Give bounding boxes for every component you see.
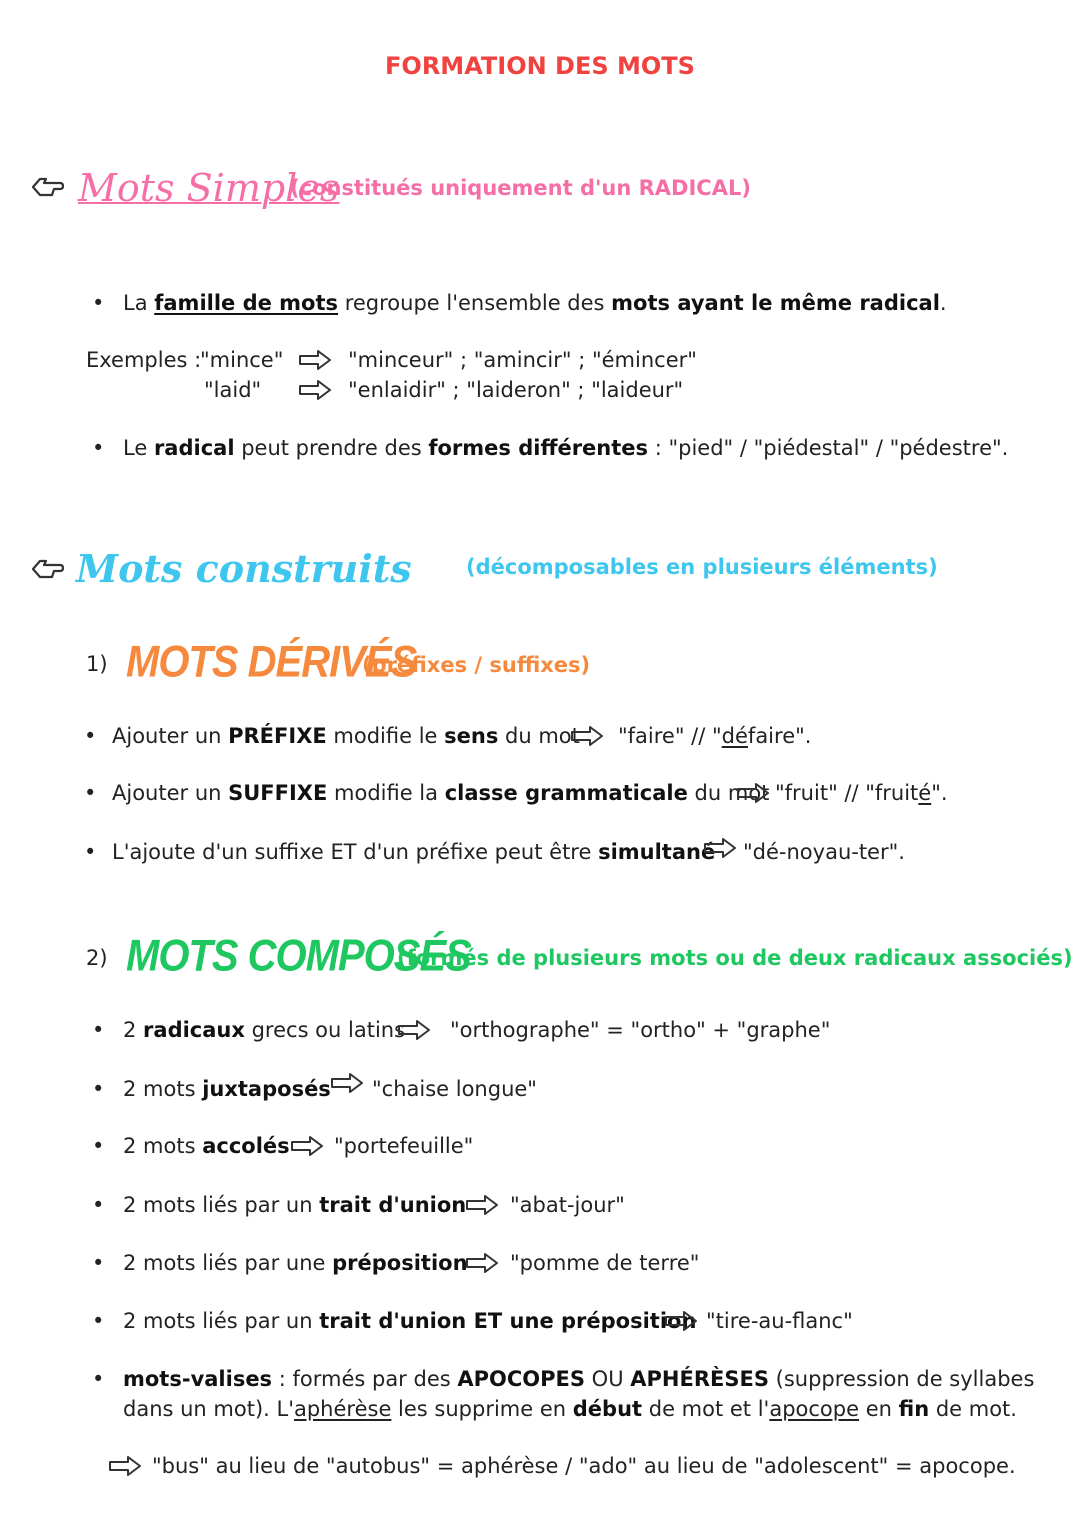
compose-item: 2 mots liés par un trait d'union ET une préposition — [123, 1309, 697, 1333]
page-title: FORMATION DES MOTS — [385, 52, 695, 80]
derive-simultane-example: "dé-noyau-ter". — [743, 840, 905, 864]
section-heading-construits: Mots construits — [76, 546, 412, 591]
subsection-number: 2) — [86, 946, 108, 970]
bullet: • — [84, 840, 97, 864]
compose-example: "portefeuille" — [334, 1134, 474, 1158]
bullet: • — [84, 724, 97, 748]
arrow-icon — [465, 1194, 499, 1216]
mots-valises-line1: mots-valises : formés par des APOCOPES OU APHÉRÈSES (suppression de syllabes — [123, 1367, 1035, 1391]
bullet: • — [92, 1309, 105, 1333]
mots-valises-line2: dans un mot). L'aphérèse les supprime en début de mot et l'apocope en fin de mot. — [123, 1397, 1017, 1421]
bullet: • — [92, 1367, 105, 1391]
compose-example: "orthographe" = "ortho" + "graphe" — [450, 1018, 831, 1042]
arrow-icon — [465, 1252, 499, 1274]
subsection-heading-composes: MOTS COMPOSÉS — [126, 931, 471, 981]
pointing-hand-icon — [30, 552, 66, 586]
bullet: • — [92, 1134, 105, 1158]
derive-prefixe-example: "faire" // "défaire". — [618, 724, 812, 748]
arrow-icon — [298, 349, 332, 371]
bullet: • — [84, 781, 97, 805]
subsection-heading-derives: MOTS DÉRIVÉS — [126, 637, 417, 687]
example-word-laid: "laid" — [204, 378, 262, 402]
example-result-mince: "minceur" ; "amincir" ; "émincer" — [348, 348, 697, 372]
subsection-note-derives: (préfixes / suffixes) — [362, 653, 591, 677]
compose-item: 2 mots liés par une préposition — [123, 1251, 468, 1275]
compose-example: "tire-au-flanc" — [706, 1309, 853, 1333]
bullet: • — [92, 436, 105, 460]
arrow-icon — [397, 1019, 431, 1041]
compose-item: 2 radicaux grecs ou latins — [123, 1018, 406, 1042]
arrow-icon — [330, 1072, 364, 1094]
examples-label: Exemples : — [86, 348, 202, 372]
bullet: • — [92, 1018, 105, 1042]
arrow-icon — [736, 782, 770, 804]
example-word-mince: "mince" — [200, 348, 284, 372]
compose-example: "pomme de terre" — [510, 1251, 700, 1275]
compose-example: "abat-jour" — [510, 1193, 625, 1217]
subsection-number: 1) — [86, 652, 108, 676]
conclusion-example: "bus" au lieu de "autobus" = aphérèse / "ado" au lieu de "adolescent" = apocope. — [152, 1454, 1016, 1478]
arrow-icon — [703, 837, 737, 859]
arrow-icon — [664, 1310, 698, 1332]
derive-simultane: L'ajoute d'un suffixe ET d'un préfixe peut être simultané — [112, 840, 716, 864]
pointing-hand-icon — [30, 170, 66, 204]
famille-definition: La famille de mots regroupe l'ensemble des mots ayant le même radical. — [123, 291, 947, 315]
bullet: • — [92, 291, 105, 315]
subsection-note-composes: (formés de plusieurs mots ou de deux radicaux associés) — [397, 946, 1073, 970]
derive-prefixe: Ajouter un PRÉFIXE modifie le sens du mot — [112, 724, 580, 748]
compose-item: 2 mots liés par un trait d'union — [123, 1193, 467, 1217]
bullet: • — [92, 1251, 105, 1275]
example-result-laid: "enlaidir" ; "laideron" ; "laideur" — [348, 378, 684, 402]
section-note-construits: (décomposables en plusieurs éléments) — [466, 555, 938, 579]
section-note-simples: (constitués uniquement d'un RADICAL) — [290, 176, 751, 200]
arrow-icon — [570, 725, 604, 747]
arrow-icon — [298, 379, 332, 401]
bullet: • — [92, 1193, 105, 1217]
derive-suffixe: Ajouter un SUFFIXE modifie la classe grammaticale du mot — [112, 781, 770, 805]
compose-item: 2 mots juxtaposés — [123, 1077, 331, 1101]
derive-suffixe-example: "fruit" // "fruité". — [775, 781, 948, 805]
compose-example: "chaise longue" — [372, 1077, 537, 1101]
arrow-icon — [290, 1135, 324, 1157]
arrow-icon — [108, 1455, 142, 1477]
compose-item: 2 mots accolés — [123, 1134, 290, 1158]
radical-forms: Le radical peut prendre des formes différentes : "pied" / "piédestal" / "pédestre". — [123, 436, 1009, 460]
section-heading-simples: Mots Simples — [78, 166, 340, 210]
bullet: • — [92, 1077, 105, 1101]
